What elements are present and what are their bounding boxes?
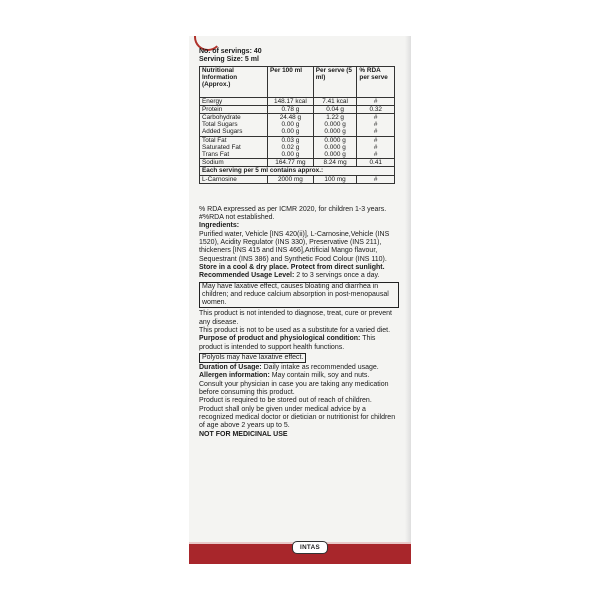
each-serving-label: Each serving per 5 ml contains approx.: [200, 167, 395, 175]
row-value: # [357, 175, 395, 183]
row-value: 2000 mg [268, 175, 314, 183]
row-label: Total Fat Saturated Fat Trans Fat [200, 136, 268, 159]
duration-line [199, 364, 399, 372]
usage-line [199, 272, 399, 280]
row-value: 0.000 g 0.000 g 0.000 g [313, 136, 357, 159]
row-value: 148.17 kcal [268, 97, 314, 105]
rda-note: % RDA expressed as per ICMR 2020, for children 1-3 years. [199, 205, 387, 213]
consult-text: Consult your physician in case you are taking any medication before consuming this product. [199, 380, 389, 397]
usage-text: 2 to 3 servings once a day. [294, 272, 380, 280]
row-value: # [357, 97, 395, 105]
table-row [200, 159, 395, 167]
duration-text: Daily intake as recommended usage. [261, 364, 379, 372]
header-per-100ml: Per 100 ml [268, 66, 314, 97]
ingredients-heading: Ingredients: [199, 222, 240, 230]
allergen-text: May contain milk, soy and nuts. [269, 372, 370, 380]
row-value: 0.04 g [313, 105, 357, 113]
row-value: 0.32 [357, 105, 395, 113]
label-content [199, 48, 399, 439]
row-label: L-Carnosine [200, 175, 268, 183]
row-value: 0.41 [357, 159, 395, 167]
purpose-text: This product is intended to support health functions. [199, 335, 376, 351]
nutrition-table [199, 66, 395, 184]
usage-label: Recommended Usage Level: [199, 272, 295, 280]
each-serving-row [200, 167, 395, 175]
row-label: Sodium [200, 159, 268, 167]
not-intended-text: This product is not intended to diagnose, treat, cure or prevent any disease. [199, 310, 393, 326]
row-value: 0.03 g 0.02 g 0.00 g [268, 136, 314, 159]
table-row [200, 175, 395, 183]
advice-text: Product shall only be given under medical advice by a recognized medical doctor or dietician or nutritionist for children of age above 2 years up to 5. [199, 405, 396, 430]
purpose-label: Purpose of product and physiological condition: [199, 335, 361, 343]
allergen-line [199, 372, 399, 380]
row-value: # # # [357, 136, 395, 159]
allergen-label: Allergen information: [199, 372, 270, 380]
intas-logo: INTAS [292, 541, 328, 554]
purpose-line [199, 335, 399, 352]
row-label: Protein [200, 105, 268, 113]
not-substitute-text: This product is not to be used as a substitute for a varied diet. [199, 326, 391, 334]
row-value: 8.24 mg [313, 159, 357, 167]
product-label [189, 36, 411, 564]
reach-text: Product is required to be stored out of reach of children. [199, 397, 372, 405]
row-value: 100 mg [313, 175, 357, 183]
table-row-group [200, 114, 395, 137]
polyols-warning: Polyols may have laxative effect. [199, 353, 306, 363]
table-row [200, 97, 395, 105]
header-per-serve: Per serve (5 ml) [313, 66, 357, 97]
header-nutritional-info: Nutritional Information (Approx.) [200, 66, 268, 97]
row-value: 24.48 g 0.00 g 0.00 g [268, 114, 314, 137]
row-value: 1.22 g 0.000 g 0.000 g [313, 114, 357, 137]
row-value: # # # [357, 114, 395, 137]
rda-note-2: #%RDA not established. [199, 214, 275, 222]
table-row-group [200, 136, 395, 159]
laxative-warning: May have laxative effect, causes bloating and diarrhea in children; and reduce calcium absorption in post-menopausal women. [199, 282, 399, 309]
header-rda: % RDA per serve [357, 66, 395, 97]
not-medicinal-text: NOT FOR MEDICINAL USE [199, 430, 288, 438]
storage-text: Store in a cool & dry place. Protect from direct sunlight. [199, 263, 385, 271]
servings-line: No. of servings: 40 [199, 48, 262, 55]
row-label: Carbohydrate Total Sugars Added Sugars [200, 114, 268, 137]
table-header-row [200, 66, 395, 97]
row-value: 0.78 g [268, 105, 314, 113]
row-value: 164.77 mg [268, 159, 314, 167]
ingredients-text: Purified water, Vehicle [INS 420(ii)], L-Carnosine,Vehicle (INS 1520), Acidity Regulator (INS 330), Preservative (INS 211), thickeners [INS 415 and INS 466],Artificial Mango flavour, Sequestrant (INS 386) and Synthetic Food Colour (INS 110). [199, 230, 390, 263]
row-value: 7.41 kcal [313, 97, 357, 105]
duration-label: Duration of Usage: [199, 364, 262, 372]
serving-size-line: Serving Size: 5 ml [199, 56, 259, 64]
row-label: Energy [200, 97, 268, 105]
table-row [200, 105, 395, 113]
